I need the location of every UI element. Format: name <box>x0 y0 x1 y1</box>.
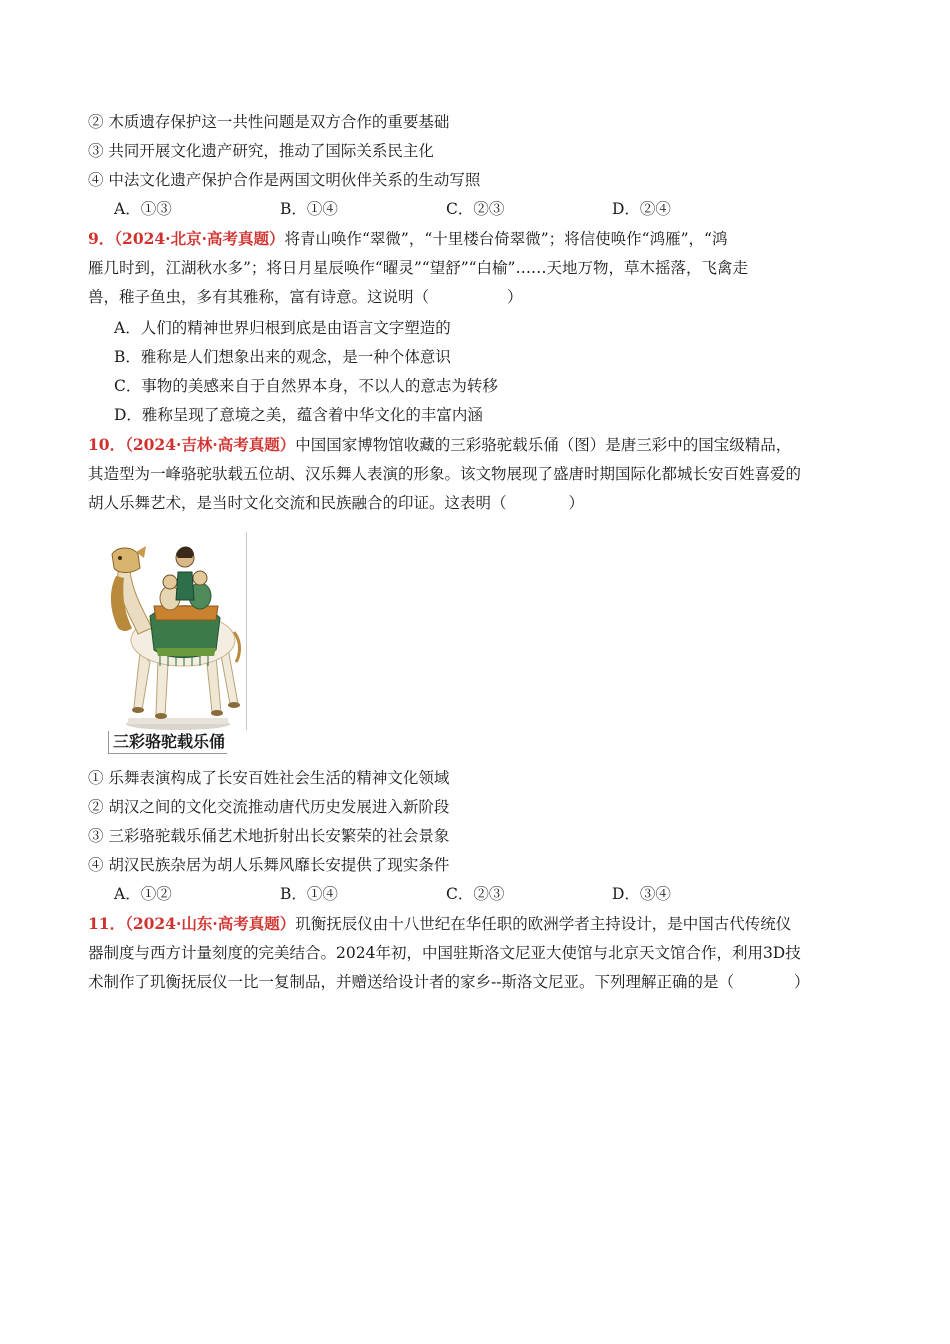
q8-choice-c[interactable]: C．②③ <box>446 200 505 218</box>
q10-item-2: ② 胡汉之间的文化交流推动唐代历史发展进入新阶段 <box>88 798 450 816</box>
q10-stem-line3 <box>88 489 863 518</box>
q9-stem-text1: 将青山唤作“翠微”，“十里楼台倚翠微”；将信使唤作“鸿雁”，“鸿 <box>284 230 728 248</box>
q10-stem-line2: 其造型为一峰骆驼驮载五位胡、汉乐舞人表演的形象。该文物展现了盛唐时期国际化都城长安百姓喜爱的 <box>88 465 802 483</box>
q9-stem-line3 <box>88 283 863 312</box>
q8-choice-a[interactable]: A．①③ <box>114 200 172 218</box>
q9-option-c[interactable]: C．事物的美感来自于自然界本身，不以人的意志为转移 <box>114 377 498 395</box>
q9-stem-text3: 兽，稚子鱼虫，多有其雅称，富有诗意。这说明（ <box>88 288 430 306</box>
q8-choice-b[interactable]: B．①④ <box>280 200 338 218</box>
q10-stem-close: ） <box>568 494 585 512</box>
q11-source: （2024·山东·高考真题） <box>125 914 296 933</box>
q11-stem-line3 <box>88 968 863 997</box>
q9-stem-close: ） <box>507 288 523 306</box>
q9-source: （2024·北京·高考真题） <box>114 229 285 248</box>
q9-option-a[interactable]: A．人们的精神世界归根到底是由语言文字塑造的 <box>114 319 451 337</box>
q8-block <box>88 108 863 224</box>
exam-page <box>88 108 863 997</box>
q9-stem-line2: 雁几时到，江湖秋水多”；将日月星辰唤作“曜灵”“望舒”“白榆”……天地万物，草木摇落，飞禽走 <box>88 259 748 277</box>
q8-choice-d[interactable]: D．②④ <box>612 200 671 218</box>
q9-block <box>88 224 863 430</box>
q11-stem-line2: 器制度与西方计量刻度的完美结合。2024年初，中国驻斯洛文尼亚大使馆与北京天文馆合作，利用3D技 <box>88 944 801 962</box>
q10-choices <box>88 880 863 909</box>
figure-frame <box>88 532 247 730</box>
q8-item-2: ② 木质遗存保护这一共性问题是双方合作的重要基础 <box>88 113 450 131</box>
q8-item-3: ③ 共同开展文化遗产研究，推动了国际关系民主化 <box>88 142 434 160</box>
q10-stem-text1: 中国国家博物馆收藏的三彩骆驼载乐俑（图）是唐三彩中的国宝级精品， <box>295 436 792 454</box>
q11-stem-text3: 术制作了玑衡抚辰仪一比一复制品，并赠送给设计者的家乡--斯洛文尼亚。下列理解正确的是（ <box>88 973 734 991</box>
q10-choice-d[interactable]: D．③④ <box>612 885 671 903</box>
q11-stem-line1 <box>88 909 863 939</box>
q10-block <box>88 430 863 909</box>
q9-option-d[interactable]: D．雅称呈现了意境之美，蕴含着中华文化的丰富内涵 <box>114 406 483 424</box>
q8-item-4: ④ 中法文化遗产保护合作是两国文明伙伴关系的生动写照 <box>88 171 481 189</box>
q10-source: （2024·吉林·高考真题） <box>125 435 296 454</box>
q9-option-b[interactable]: B．雅称是人们想象出来的观念，是一种个体意识 <box>114 348 451 366</box>
q9-stem-line1 <box>88 224 863 254</box>
q10-item-4: ④ 胡汉民族杂居为胡人乐舞风靡长安提供了现实条件 <box>88 856 450 874</box>
q10-choice-b[interactable]: B．①④ <box>280 885 338 903</box>
q10-item-3: ③ 三彩骆驼载乐俑艺术地折射出长安繁荣的社会景象 <box>88 827 450 845</box>
q10-stem-text3: 胡人乐舞艺术，是当时文化交流和民族融合的印证。这表明（ <box>88 494 507 512</box>
q9-number: 9． <box>88 229 115 248</box>
q11-stem-close: ） <box>793 973 810 991</box>
q10-figure <box>88 532 248 754</box>
q10-choice-c[interactable]: C．②③ <box>446 885 505 903</box>
q11-block <box>88 909 863 997</box>
q10-figure-caption: 三彩骆驼载乐俑 <box>108 731 227 754</box>
q10-stem-line1 <box>88 430 863 460</box>
q11-number: 11． <box>88 914 126 933</box>
q10-item-1: ① 乐舞表演构成了长安百姓社会生活的精神文化领域 <box>88 769 450 787</box>
q10-number: 10． <box>88 435 126 454</box>
q11-stem-text1: 玑衡抚辰仪由十八世纪在华任职的欧洲学者主持设计，是中国古代传统仪 <box>295 915 792 933</box>
q10-choice-a[interactable]: A．①② <box>114 885 172 903</box>
q8-choices <box>88 195 863 224</box>
